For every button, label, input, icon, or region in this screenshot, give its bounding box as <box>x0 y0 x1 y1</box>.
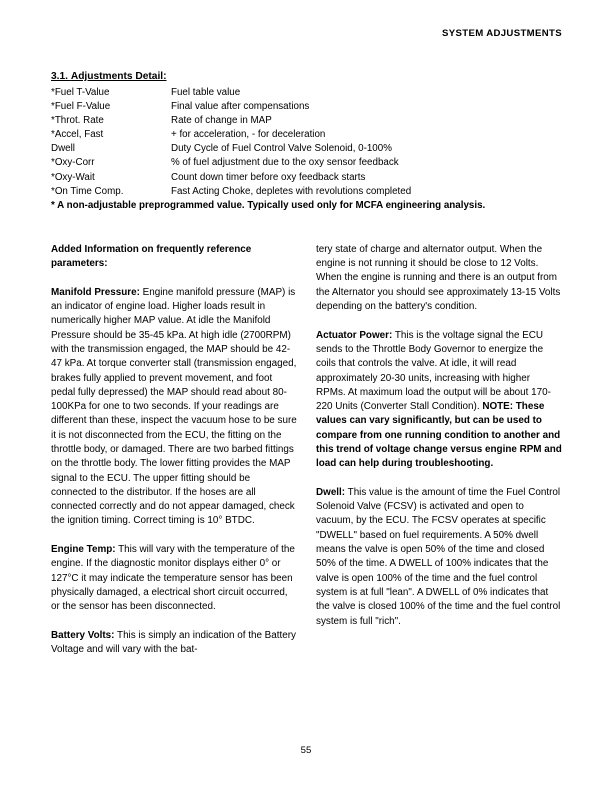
left-column <box>51 243 297 658</box>
dwell-label: Dwell: <box>316 486 346 498</box>
added-information-heading-text: Added Information on frequently reference parameters: <box>51 243 252 270</box>
running-header <box>51 28 562 39</box>
footnote: * A non-adjustable preprogrammed value. Typically used only for MCFA engineering analysis. <box>51 199 486 211</box>
battery-volts-label: Battery Volts: <box>51 629 115 641</box>
definition-description: Final value after compensations <box>171 101 310 113</box>
definition-description: Duty Cycle of Fuel Control Valve Solenoid, 0-100% <box>171 143 392 155</box>
definition-description: Rate of change in MAP <box>171 115 272 127</box>
definition-term: *On Time Comp. <box>51 185 124 197</box>
table-row <box>51 114 411 128</box>
table-row <box>51 100 411 114</box>
actuator-power-label: Actuator Power: <box>316 329 393 341</box>
battery-volts-body: This is simply an indication of the Battery Voltage and will vary with the bat- <box>51 629 296 656</box>
definition-term: *Fuel F-Value <box>51 101 111 113</box>
adjustments-definition-table <box>51 86 411 199</box>
definition-term: *Oxy-Corr <box>51 157 95 169</box>
definition-rows <box>51 86 411 199</box>
engine-temp-label: Engine Temp: <box>51 544 116 556</box>
actuator-power-note: NOTE: These values can vary significantly, but can be used to compare from one running condition to another and this trend of voltage change versus engine RPM and load can help during troubleshooting. <box>316 401 562 470</box>
definition-description: Count down timer before oxy feedback starts <box>171 171 366 183</box>
section-number: 3.1. <box>51 71 68 82</box>
right-column <box>316 243 562 658</box>
engine-temp-body: This will vary with the temperature of the engine. If the diagnostic monitor displays either 0° or 127°C it may indicate the temperature sensor has been physically damaged, a electrical short circuit occurred, or the sensor has been disconnected. <box>51 544 295 613</box>
definition-term: Dwell <box>51 143 75 155</box>
actuator-power-body: This is the voltage signal the ECU sends to the Throttle Body Governor to energize the coils that controls the valve. At idle, it will read approximately 20-30 units, increasing with higher RPMs. At maximum load the output will be about 170-220 Units (Converter Stall Condition). <box>316 329 551 413</box>
section-heading <box>51 70 562 83</box>
definition-term: *Accel, Fast <box>51 129 104 141</box>
manifold-pressure-body: Engine manifold pressure (MAP) is an indicator of engine load. Higher loads result in numerically higher MAP value. At idle the Manifold Pressure should be 35-45 kPa. At high idle (2700RPM) with the transmission engaged, the MAP should be 42-47 kPa. At torque converter stall (transmission engaged, brakes fully applied to prevent movement, and foot pedal fully depressed) the MAP should read about 80-100KPa for one to two seconds. If your readings are different than these, inspect the vacuum hose to be sure it is not disconnected from the ECU, the fitting on the throttle body, or damaged. There are two barbed fittings on the throttle body. The lower fitting provides the MAP signal to the ECU. The upper fitting should be connected to the distributor. If the hoses are all connected correctly and do not appear damaged, check the ignition timing. Correct timing is 10° BTDC. <box>51 286 297 527</box>
paragraph-actuator-power <box>316 329 562 472</box>
page-number: 55 <box>300 745 312 756</box>
definition-term: *Fuel T-Value <box>51 87 110 98</box>
page-content <box>51 70 562 657</box>
section-title: Adjustments Detail: <box>70 71 167 82</box>
table-row <box>51 142 411 156</box>
definition-term: *Throt. Rate <box>51 115 104 127</box>
definition-description: Fast Acting Choke, depletes with revolutions completed <box>171 185 412 197</box>
table-row <box>51 156 411 170</box>
manifold-pressure-label: Manifold Pressure: <box>51 286 140 298</box>
header-title: SYSTEM ADJUSTMENTS <box>441 28 562 39</box>
paragraph-battery-volts <box>51 629 297 658</box>
dwell-body: This value is the amount of time the Fuel Control Solenoid Valve (FCSV) is activated and open to vacuum, by the ECU. The FCSV operates at specific "DWELL" based on fuel requirements. A 50% dwell means the valve is open 50% of the time and closed 50% of the time. A DWELL of 100% indicates that the valve is open 100% of the time and the fuel control system is at full "lean". A DWELL of 0% indicates that the valve is closed 100% of the time and the fuel control system is full "rich". <box>316 486 561 627</box>
added-information-heading <box>51 243 297 272</box>
definition-description: + for acceleration, - for deceleration <box>171 129 326 141</box>
page-footer <box>0 745 612 756</box>
definition-term: *Oxy-Wait <box>51 171 95 183</box>
definition-description: % of fuel adjustment due to the oxy sensor feedback <box>171 157 399 169</box>
definition-description: Fuel table value <box>171 87 241 98</box>
table-row <box>51 185 411 199</box>
paragraph-dwell <box>316 486 562 629</box>
paragraph-battery-volts-continued <box>316 243 562 314</box>
paragraph-manifold-pressure <box>51 286 297 529</box>
table-row <box>51 128 411 142</box>
battery-volts-continued-body: tery state of charge and alternator output. When the engine is not running it should be close to 12 Volts. When the engine is running and there is an output from the Alternator you should see approximately 13-15 Volts depending on the battery's condition. <box>316 243 561 313</box>
paragraph-engine-temp <box>51 543 297 614</box>
two-column-body <box>51 243 562 658</box>
table-row <box>51 86 411 100</box>
table-row <box>51 171 411 185</box>
